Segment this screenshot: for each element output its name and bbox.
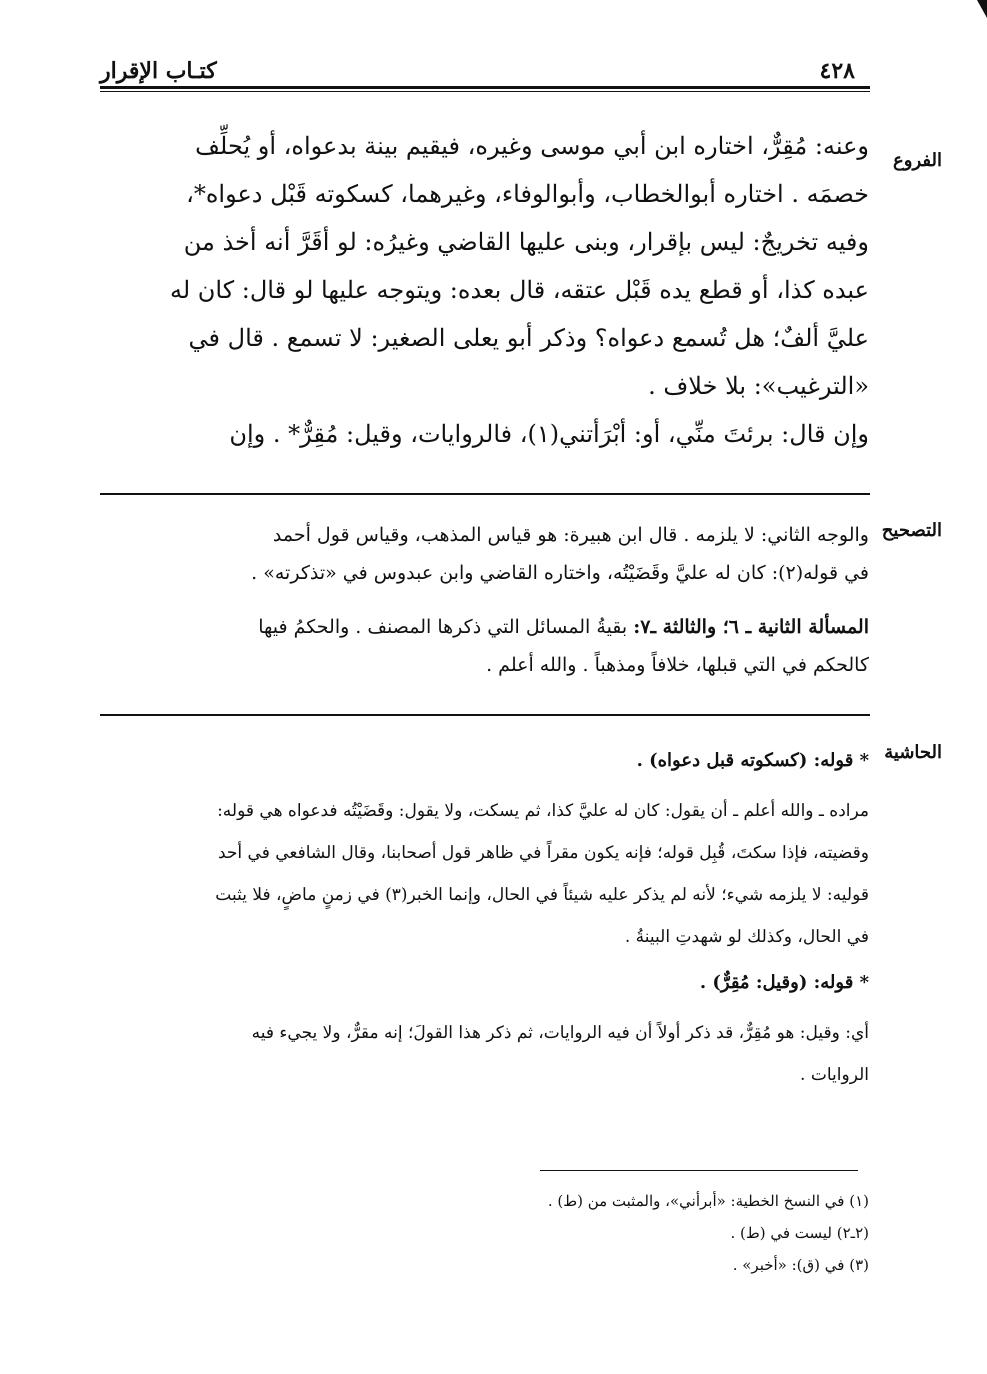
footnote: (١) في النسخ الخطية: «أبرأني»، والمثبت من (ط) . bbox=[547, 1192, 869, 1210]
text-line: عبده كذا، أو قطع يده قَبْل عتقه، قال بعده: ويتوجه عليها لو قال: كان له bbox=[169, 276, 869, 304]
text-line: الروايات . bbox=[800, 1065, 869, 1085]
text-line: قوليه: لا يلزمه شيء؛ لأنه لم يذكر عليه شيئاً في الحال، وإنما الخبر(٣) في زمنٍ ماضٍ، فلا يثبت bbox=[215, 885, 869, 905]
footnote: (٣) في (ق): «أخبر» . bbox=[732, 1256, 869, 1274]
text-line: «الترغيب»: بلا خلاف . bbox=[648, 372, 869, 400]
section-divider bbox=[100, 493, 870, 495]
text-line: في قوله(٢): كان له عليَّ وقَضَيْتُه، واختاره القاضي وابن عبدوس في «تذكرته» . bbox=[251, 562, 869, 584]
text-line: في الحال، وكذلك لو شهدتِ البينةُ . bbox=[624, 927, 869, 947]
footnote-rule bbox=[540, 1170, 858, 1171]
footnotes bbox=[101, 1185, 869, 1281]
header-rule-thin bbox=[100, 91, 870, 92]
text-line: خصمَه . اختاره أبوالخطاب، وأبوالوفاء، وغيرهما، كسكوته قَبْل دعواه*، bbox=[186, 180, 869, 208]
section-label-hashiya: الحاشية bbox=[884, 742, 942, 763]
text-line: كالحكم في التي قبلها، خلافاً ومذهباً . والله أعلم . bbox=[486, 654, 869, 676]
text-line: وفيه تخريجٌ: ليس بإقرار، وبنى عليها القاضي وغيرُه: لو أقَرَّ أنه أخذ من bbox=[183, 228, 869, 256]
corner-mark bbox=[977, 0, 987, 18]
hashiya-heading: * قوله: (كسكوته قبل دعواه) . bbox=[636, 750, 869, 771]
section-label-tashih: التصحيح bbox=[881, 520, 942, 541]
text-line: أي: وقيل: هو مُقِرٌّ، قد ذكر أولاً أن فيه الروايات، ثم ذكر هذا القولَ؛ إنه مقرٌّ، ولا يجيء فيه bbox=[251, 1023, 869, 1043]
masala-heading: المسألة الثانية ـ ٦؛ والثالثة ـ٧: bbox=[633, 616, 869, 638]
masala-text: بقيةُ المسائل التي ذكرها المصنف . والحكمُ فيها bbox=[258, 616, 634, 638]
text-line: عليَّ ألفٌ؛ هل تُسمع دعواه؟ وذكر أبو يعلى الصغير: لا تسمع . قال في bbox=[188, 324, 869, 352]
hashiya-heading: * قوله: (وقيل: مُقِرٌّ) . bbox=[699, 972, 869, 993]
running-header-title: كتـاب الإقرار bbox=[100, 58, 217, 84]
section-label-furu: الفروع bbox=[893, 150, 942, 171]
masala-line bbox=[101, 608, 869, 646]
section-divider bbox=[100, 714, 870, 716]
text-line: مراده ـ والله أعلم ـ أن يقول: كان له عليَّ كذا، ثم يسكت، ولا يقول: وقَضَيْتُه فدعواه هي قوله: bbox=[217, 801, 869, 821]
text-line: والوجه الثاني: لا يلزمه . قال ابن هبيرة: هو قياس المذهب، وقياس قول أحمد bbox=[272, 524, 869, 546]
tashih-text bbox=[101, 516, 869, 684]
furu-text bbox=[101, 122, 869, 458]
text-line: وقضيته، فإذا سكتَ، قُبِل قوله؛ فإنه يكون مقراً في ظاهر قول أصحابنا، وقال الشافعي في أحد bbox=[217, 843, 869, 863]
page-number: ٤٢٨ bbox=[819, 58, 855, 84]
hashiya-text bbox=[101, 740, 869, 1096]
text-line: وعنه: مُقِرٌّ، اختاره ابن أبي موسى وغيره، فيقيم بينة بدعواه، أو يُحلِّف bbox=[195, 132, 869, 160]
text-line: وإن قال: برئتَ منِّي، أو: أبْرَأتني(١)، فالروايات، وقيل: مُقِرٌّ* . وإن bbox=[229, 420, 869, 448]
header-rule bbox=[100, 86, 870, 89]
footnote: (٢ـ٢) ليست في (ط) . bbox=[730, 1224, 869, 1242]
